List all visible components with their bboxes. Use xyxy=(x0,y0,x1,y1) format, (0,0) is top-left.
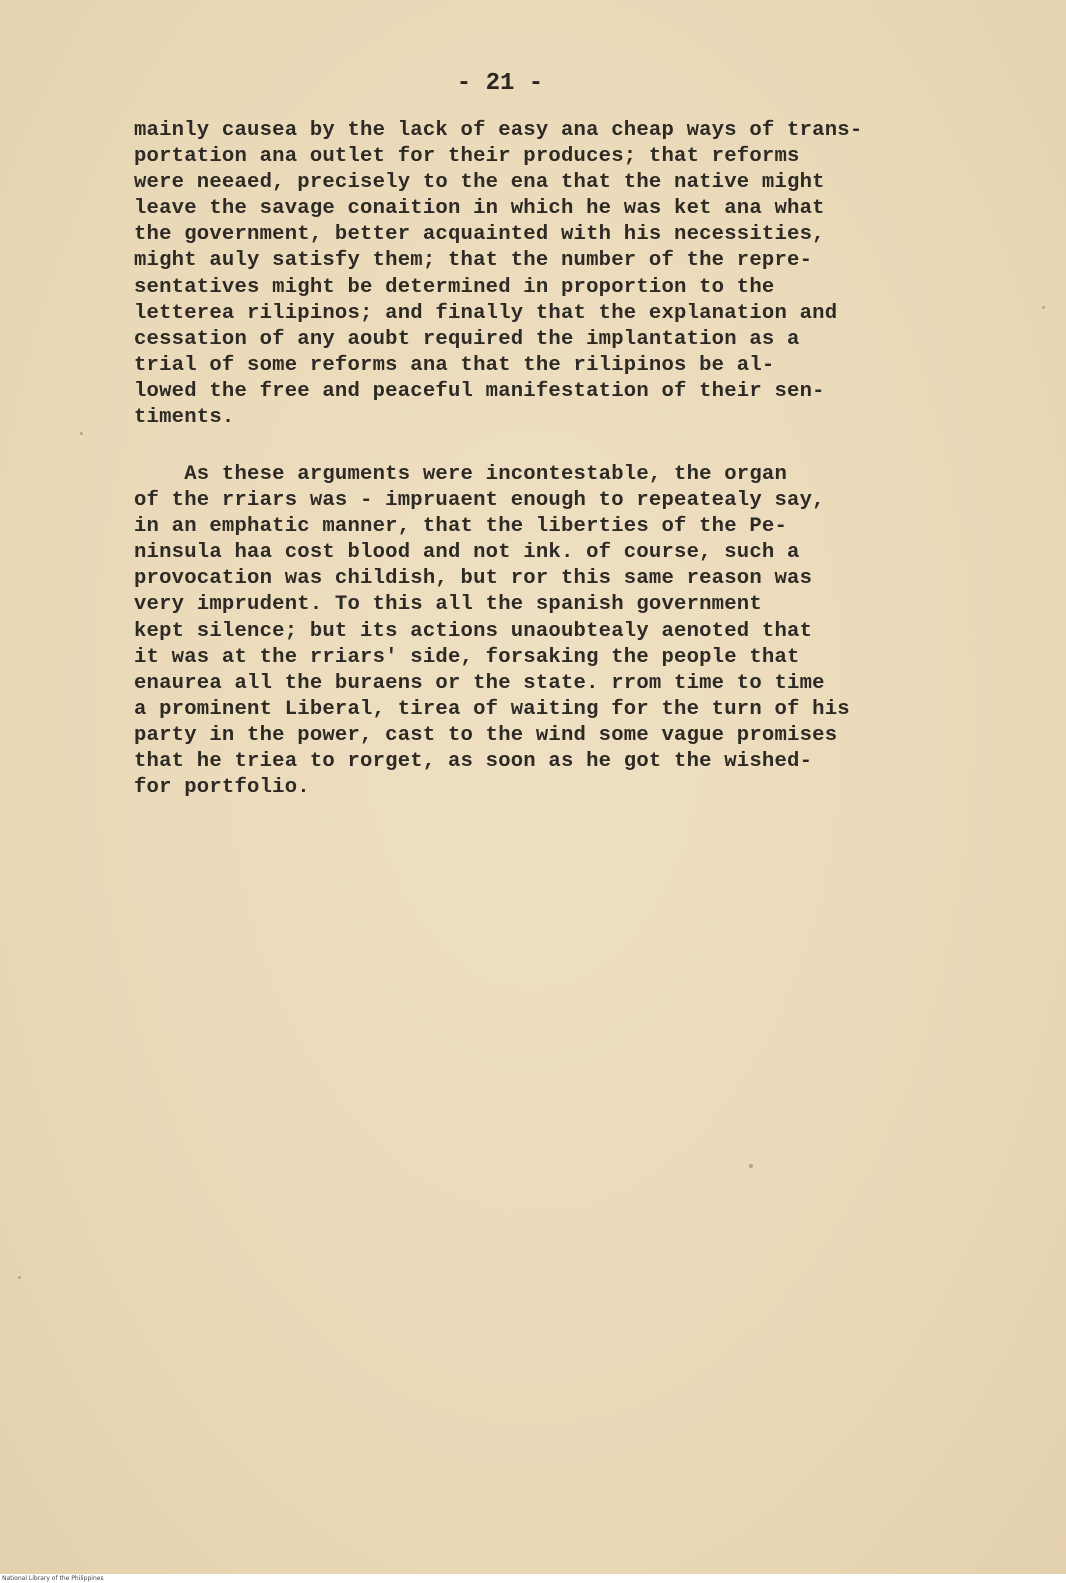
paragraph-2-line: party in the power, cast to the wind some vague promises xyxy=(134,723,838,747)
paragraph-1 xyxy=(134,118,934,431)
paragraph-1-line: trial of some reforms ana that the rilipinos be al- xyxy=(134,353,775,377)
paper-speck xyxy=(80,432,83,435)
paragraph-2 xyxy=(134,462,934,801)
paragraph-1-line: mainly causea by the lack of easy ana cheap ways of trans- xyxy=(134,119,863,142)
paper-speck xyxy=(18,1276,21,1279)
paragraph-1-line: cessation of any aoubt required the implantation as a xyxy=(134,327,800,351)
paragraph-1-line: leave the savage conaition in which he was ket ana what xyxy=(134,197,825,221)
paper-speck xyxy=(1042,306,1045,309)
paragraph-2-line: ninsula haa cost blood and not ink. of course, such a xyxy=(134,541,800,565)
paragraph-1-line: lowed the free and peaceful manifestation of their sen- xyxy=(134,379,825,403)
footer-strip xyxy=(0,1574,1066,1583)
paragraph-2-line: in an emphatic manner, that the liberties of the Pe- xyxy=(134,515,788,539)
page-number: - 21 - xyxy=(456,70,544,97)
paragraph-2-line: a prominent Liberal, tirea of waiting for the turn of his xyxy=(134,697,850,721)
footer-credit: National Library of the Philippines xyxy=(2,1575,104,1582)
paragraph-1-line: portation ana outlet for their produces; that reforms xyxy=(134,145,800,169)
paragraph-2-line: that he triea to rorget, as soon as he got the wished- xyxy=(134,750,813,774)
paragraph-1-line: timents. xyxy=(134,406,235,430)
paragraph-2-line: of the rriars was - impruaent enough to repeatealy say, xyxy=(134,489,825,513)
paragraph-2-line: As these arguments were incontestable, the organ xyxy=(134,463,788,486)
paragraph-2-line: provocation was childish, but ror this same reason was xyxy=(134,567,813,591)
paragraph-1-line: were neeaed, precisely to the ena that the native might xyxy=(134,171,825,195)
paragraph-1-line: letterea rilipinos; and finally that the explanation and xyxy=(134,301,838,325)
paragraph-1-line: the government, better acquainted with his necessities, xyxy=(134,223,825,247)
paragraph-1-line: sentatives might be determined in proportion to the xyxy=(134,275,775,299)
paragraph-2-line: enaurea all the buraens or the state. rrom time to time xyxy=(134,671,825,695)
paragraph-2-line: it was at the rriars' side, forsaking the people that xyxy=(134,645,800,669)
paragraph-2-line: kept silence; but its actions unaoubtealy aenoted that xyxy=(134,619,813,643)
paper-speck xyxy=(749,1164,753,1168)
paragraph-2-line: for portfolio. xyxy=(134,776,310,800)
paragraph-2-line: very imprudent. To this all the spanish government xyxy=(134,593,762,617)
paragraph-1-line: might auly satisfy them; that the number of the repre- xyxy=(134,249,813,273)
